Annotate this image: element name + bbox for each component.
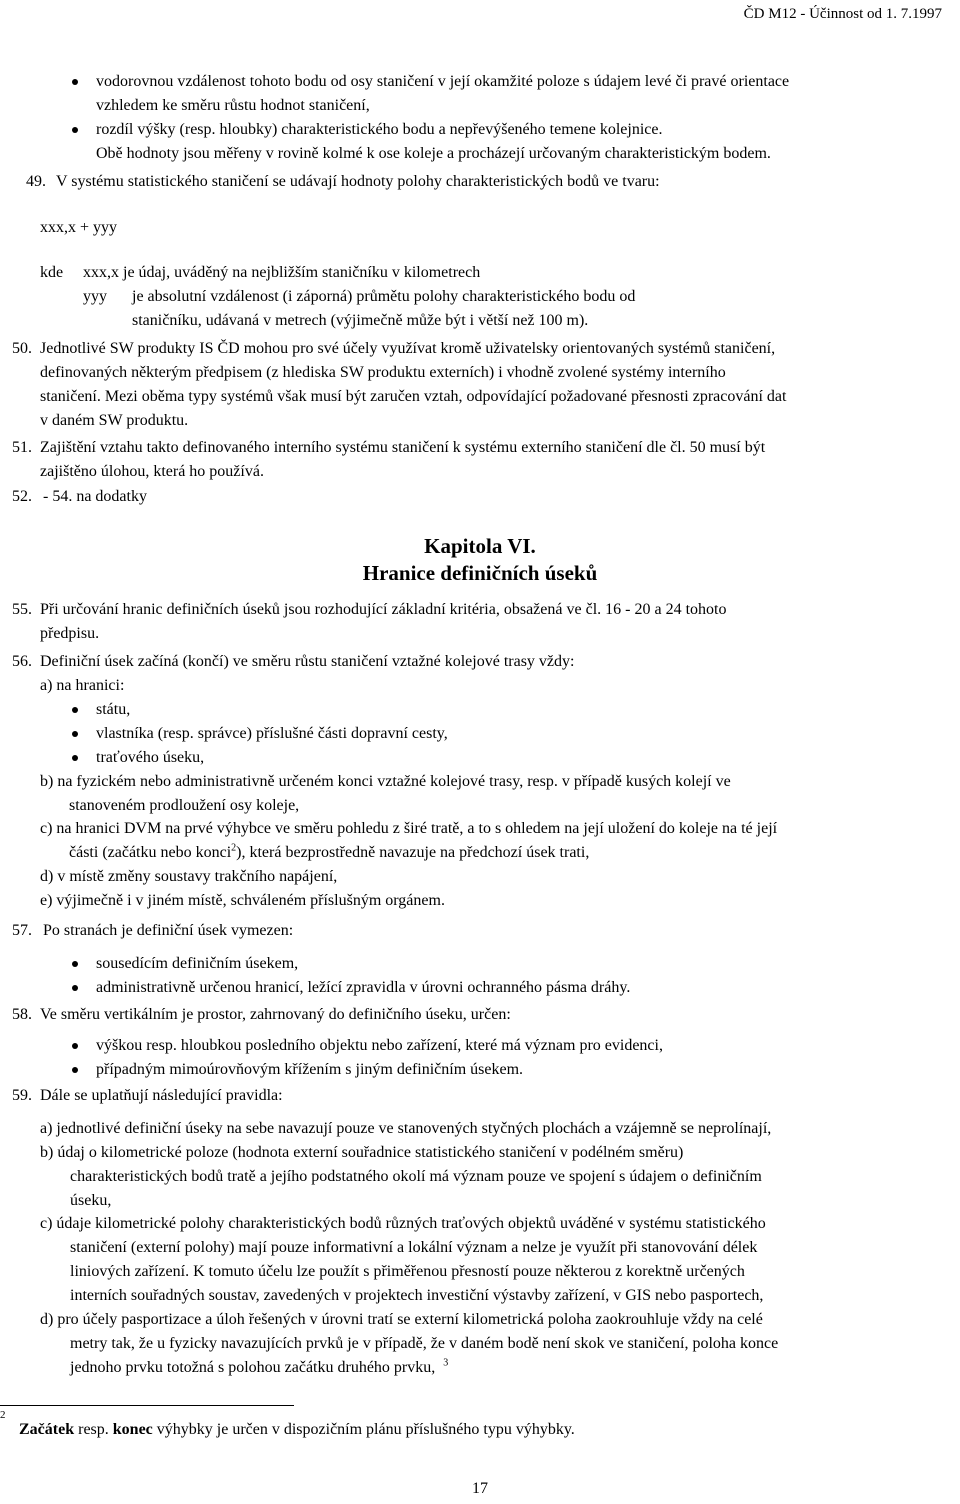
article-number: 56. xyxy=(12,653,32,670)
article-number: 59. xyxy=(12,1087,32,1104)
footnote-ref: 2 xyxy=(231,842,237,854)
list-item: interních souřadných soustav, zavedených v projektech investiční výstavby zařízení, v GIS nebo pasportech, xyxy=(70,1287,764,1304)
list-item: státu, xyxy=(96,701,131,718)
kde-label: kde xyxy=(40,264,64,281)
list-item: e) výjimečně i v jiném místě, schváleném příslušným orgánem. xyxy=(40,892,445,909)
definition-term: yyy xyxy=(83,288,107,305)
text-span: jednoho prvku totožná s polohou začátku druhého prvku, xyxy=(70,1359,436,1376)
chapter-title: Kapitola VI. xyxy=(424,534,536,558)
bullet-icon xyxy=(72,755,78,761)
paragraph-line: Ve směru vertikálním je prostor, zahrnovaný do definičního úseku, určen: xyxy=(40,1006,511,1023)
article-number: 49. xyxy=(26,173,46,190)
paragraph-line: Při určování hranic definičních úseků jsou rozhodující základní kritéria, obsažená ve čl. 16 - 20 a 24 tohoto xyxy=(40,601,727,618)
bullet-icon xyxy=(72,1067,78,1073)
chapter-subtitle: Hranice definičních úseků xyxy=(362,561,598,585)
footnote-rule xyxy=(0,1405,294,1406)
list-item: staničení (externí polohy) mají pouze informativní a lokální význam a nelze je využít při stanovování délek xyxy=(70,1239,758,1256)
list-item: a) jednotlivé definiční úseky na sebe navazují pouze ve stanovených styčných plochách a vzájemně se neprolínají, xyxy=(40,1120,772,1137)
paragraph-line: V systému statistického staničení se udávají hodnoty polohy charakteristických bodů ve tvaru: xyxy=(56,173,660,190)
list-item xyxy=(70,1356,448,1380)
footnote-ref: 3 xyxy=(443,1357,449,1369)
paragraph-line: Zajištění vztahu takto definovaného interního systému staničení k systému externího staničení dle čl. 50 musí být xyxy=(40,439,766,456)
paragraph-line: - 54. na dodatky xyxy=(43,488,147,505)
list-item: charakteristických bodů tratě a jejího podstatného okolí má význam pouze ve spojení s údajem o definičním xyxy=(70,1168,762,1185)
list-item xyxy=(69,841,589,865)
formula: xxx,x + yyy xyxy=(40,219,118,236)
bullet-icon xyxy=(72,1043,78,1049)
text-span: části (začátku nebo konci xyxy=(69,844,232,861)
bullet-icon xyxy=(72,961,78,967)
list-item: a) na hranici: xyxy=(40,677,125,694)
list-item: stanoveném prodloužení osy koleje, xyxy=(69,797,300,814)
paragraph-line: Definiční úsek začíná (končí) ve směru růstu staničení vztažné kolejové trasy vždy: xyxy=(40,653,575,670)
page-header: ČD M12 - Účinnost od 1. 7.1997 xyxy=(743,6,942,22)
footnote-bold: konec xyxy=(112,1421,153,1438)
paragraph-line: rozdíl výšky (resp. hloubky) charakteristického bodu a nepřevýšeného temene kolejnice. xyxy=(96,121,663,138)
list-item: d) v místě změny soustavy trakčního napájení, xyxy=(40,868,338,885)
definition-line: staničníku, udávaná v metrech (výjimečně může být i větší než 100 m). xyxy=(132,312,589,329)
text-span: resp. xyxy=(74,1421,113,1438)
paragraph-line: vodorovnou vzdálenost tohoto bodu od osy staničení v její okamžité poloze s údajem levé či pravé orientace xyxy=(96,73,790,90)
list-item: c) údaje kilometrické polohy charakteristických bodů různých traťových objektů uváděné v systému statistického xyxy=(40,1215,766,1232)
list-item: sousedícím definičním úsekem, xyxy=(96,955,299,972)
list-item: b) údaj o kilometrické poloze (hodnota externí souřadnice statistického staničení v podélném směru) xyxy=(40,1144,684,1161)
list-item: c) na hranici DVM na prvé výhybce ve směru pohledu z širé tratě, a to s ohledem na její uložení do koleje na té její xyxy=(40,820,778,837)
page-number: 17 xyxy=(472,1480,488,1497)
article-number: 57. xyxy=(12,922,32,939)
paragraph-line: v daném SW produktu. xyxy=(40,412,189,429)
paragraph-line: zajištěno úlohou, která ho používá. xyxy=(40,463,264,480)
list-item: liniových zařízení. K tomuto účelu lze použít s přiměřenou přesností pouze některou z korektně určených xyxy=(70,1263,745,1280)
list-item: traťového úseku, xyxy=(96,749,205,766)
list-item: b) na fyzickém nebo administrativně určeném konci vztažné kolejové trasy, resp. v případě kusých kolejí ve xyxy=(40,773,731,790)
article-number: 52. xyxy=(12,488,32,505)
text-span: výhybky je určen v dispozičním plánu příslušného typu výhybky. xyxy=(152,1421,575,1438)
footnote-bold: Začátek xyxy=(19,1421,75,1438)
paragraph-line: Po stranách je definiční úsek vymezen: xyxy=(43,922,294,939)
list-item: úseku, xyxy=(70,1192,112,1209)
article-number: 58. xyxy=(12,1006,32,1023)
bullet-icon xyxy=(72,985,78,991)
article-number: 55. xyxy=(12,601,32,618)
list-item: metry tak, že u fyzicky navazujících prvků je v případě, že v daném bodě není skok ve staničení, poloha konce xyxy=(70,1335,779,1352)
list-item: vlastníka (resp. správce) příslušné části dopravní cesty, xyxy=(96,725,448,742)
definition-line: xxx,x je údaj, uváděný na nejbližším staničníku v kilometrech xyxy=(83,264,481,281)
bullet-icon xyxy=(72,79,78,85)
paragraph-line: vzhledem ke směru růstu hodnot staničení, xyxy=(96,97,370,114)
list-item: případným mimoúrovňovým křížením s jiným definičním úsekem. xyxy=(96,1061,524,1078)
list-item: výškou resp. hloubkou posledního objektu nebo zařízení, které má význam pro evidenci, xyxy=(96,1037,663,1054)
bullet-icon xyxy=(72,731,78,737)
paragraph-line: definovaných některým předpisem (z hlediska SW produktu externích) i vhodně zvolené systémy interního xyxy=(40,364,726,381)
list-item: administrativně určenou hranicí, ležící zpravidla v úrovni ochranného pásma dráhy. xyxy=(96,979,631,996)
footnote-text xyxy=(19,1418,575,1442)
text-span: ), která bezprostředně navazuje na předchozí úsek trati, xyxy=(236,844,590,861)
paragraph-line: staničení. Mezi oběma typy systémů však musí být zaručen vztah, odpovídající požadované přesnosti zpracování dat xyxy=(40,388,787,405)
article-number: 50. xyxy=(12,340,32,357)
paragraph-line: předpisu. xyxy=(40,625,100,642)
paragraph-line: Jednotlivé SW produkty IS ČD mohou pro své účely využívat kromě uživatelsky orientovaných systémů staničení, xyxy=(40,340,776,357)
list-item: d) pro účely pasportizace a úloh řešených v úrovni tratí se externí kilometrická poloha zaokrouhluje vždy na celé xyxy=(40,1311,763,1328)
article-number: 51. xyxy=(12,439,32,456)
footnote-mark: 2 xyxy=(0,1409,6,1421)
definition-line: je absolutní vzdálenost (i záporná) průmětu polohy charakteristického bodu od xyxy=(132,288,636,305)
bullet-icon xyxy=(72,707,78,713)
paragraph-line: Dále se uplatňují následující pravidla: xyxy=(40,1087,283,1104)
bullet-icon xyxy=(72,127,78,133)
paragraph-line: Obě hodnoty jsou měřeny v rovině kolmé k ose koleje a procházejí určovaným charakteristickým bodem. xyxy=(96,145,771,162)
